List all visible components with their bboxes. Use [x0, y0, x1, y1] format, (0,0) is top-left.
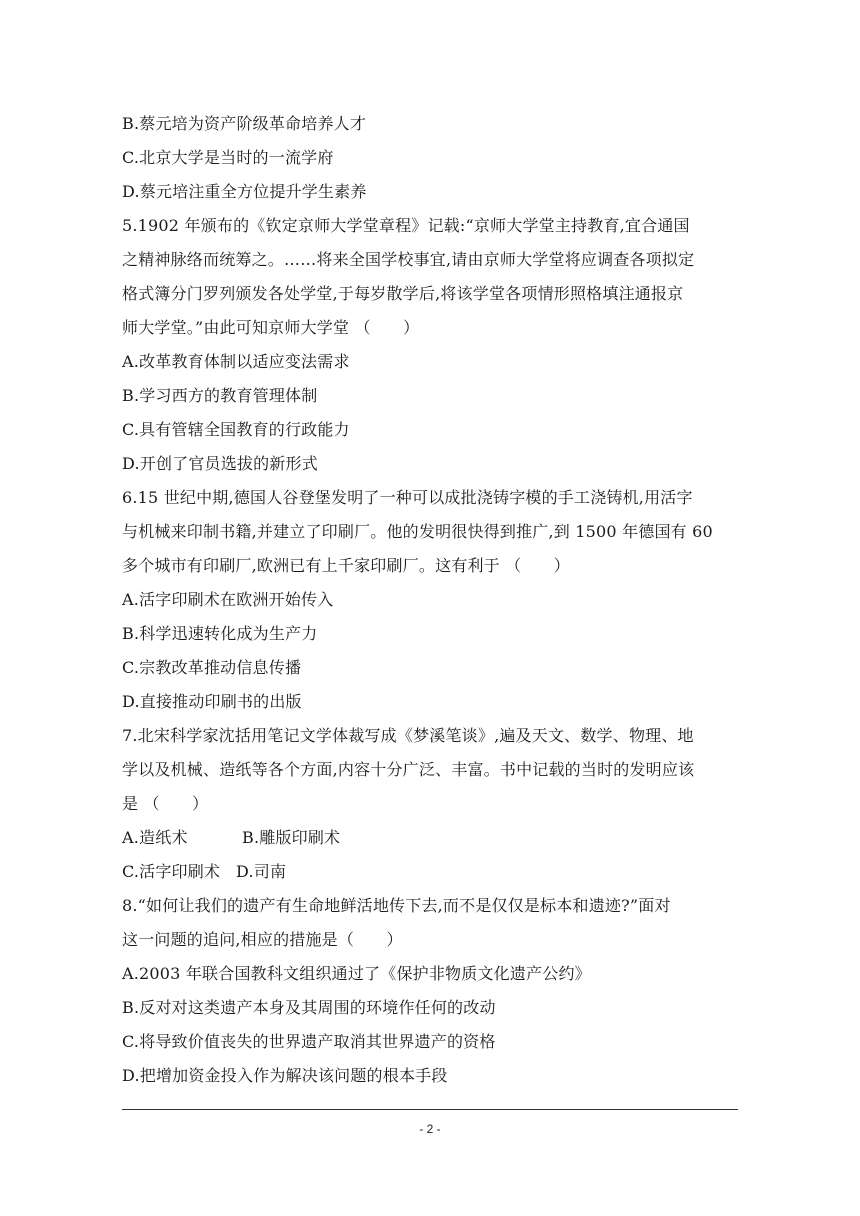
q5-stem-line-1: 5.1902 年颁布的《钦定京师大学堂章程》记载:“京师大学堂主持教育,宜合通国: [122, 216, 690, 235]
q8-option-c: C.将导致价值丧失的世界遗产取消其世界遗产的资格: [122, 1032, 496, 1051]
q5-stem-line-4: 师大学堂。”由此可知京师大学堂 （ ）: [122, 318, 420, 337]
q8-option-a: A.2003 年联合国教科文组织通过了《保护非物质文化遗产公约》: [122, 964, 591, 983]
q7-option-c: C.活字印刷术: [122, 862, 221, 881]
q7-option-b: B.雕版印刷术: [242, 828, 341, 847]
q4-option-b: B.蔡元培为资产阶级革命培养人才: [122, 114, 367, 133]
q6-option-a: A.活字印刷术在欧洲开始传入: [122, 590, 334, 609]
q8-option-d: D.把增加资金投入作为解决该问题的根本手段: [122, 1066, 448, 1085]
q8-stem-line-1: 8.“如何让我们的遗产有生命地鲜活地传下去,而不是仅仅是标本和遗迹?”面对: [122, 896, 671, 915]
q7-stem-line-2: 学以及机械、造纸等各个方面,内容十分广泛、丰富。书中记载的当时的发明应该: [122, 760, 695, 779]
q5-stem-line-2: 之精神脉络而统筹之。……将来全国学校事宜,请由京师大学堂将应调查各项拟定: [122, 250, 695, 269]
q7-stem-line-3: 是 （ ）: [122, 794, 209, 813]
q6-stem-line-3: 多个城市有印刷厂,欧洲已有上千家印刷厂。这有利于 （ ）: [122, 556, 570, 575]
q7-options-row-1: [122, 821, 744, 855]
q6-option-b: B.科学迅速转化成为生产力: [122, 624, 318, 643]
q6-option-c: C.宗教改革推动信息传播: [122, 658, 302, 677]
q5-option-b: B.学习西方的教育管理体制: [122, 386, 318, 405]
q7-options-row-2: [122, 855, 744, 889]
q5-stem-line-3: 格式簿分门罗列颁发各处学堂,于每岁散学后,将该学堂各项情形照格填注通报京: [122, 284, 684, 303]
q6-option-d: D.直接推动印刷书的出版: [122, 692, 302, 711]
q4-option-c: C.北京大学是当时的一流学府: [122, 148, 334, 167]
q7-option-a: A.造纸术: [122, 828, 188, 847]
page-content: [122, 107, 744, 1093]
q4-option-d: D.蔡元培注重全方位提升学生素养: [122, 182, 367, 201]
q5-option-c: C.具有管辖全国教育的行政能力: [122, 420, 350, 439]
q7-option-d: D.司南: [236, 862, 287, 881]
footer-divider: [122, 1109, 738, 1110]
q6-stem-line-1: 6.15 世纪中期,德国人谷登堡发明了一种可以成批浇铸字模的手工浇铸机,用活字: [122, 488, 693, 507]
q8-stem-line-2: 这一问题的追问,相应的措施是（ ）: [122, 930, 403, 949]
q8-option-b: B.反对对这类遗产本身及其周围的环境作任何的改动: [122, 998, 496, 1017]
q7-stem-line-1: 7.北宋科学家沈括用笔记文学体裁写成《梦溪笔谈》,遍及天文、数学、物理、地: [122, 726, 694, 745]
q6-stem-line-2: 与机械来印制书籍,并建立了印刷厂。他的发明很快得到推广,到 1500 年德国有 60: [122, 522, 713, 541]
q5-option-d: D.开创了官员选拔的新形式: [122, 454, 318, 473]
page-number: - 2 -: [419, 1122, 441, 1136]
q5-option-a: A.改革教育体制以适应变法需求: [122, 352, 350, 371]
